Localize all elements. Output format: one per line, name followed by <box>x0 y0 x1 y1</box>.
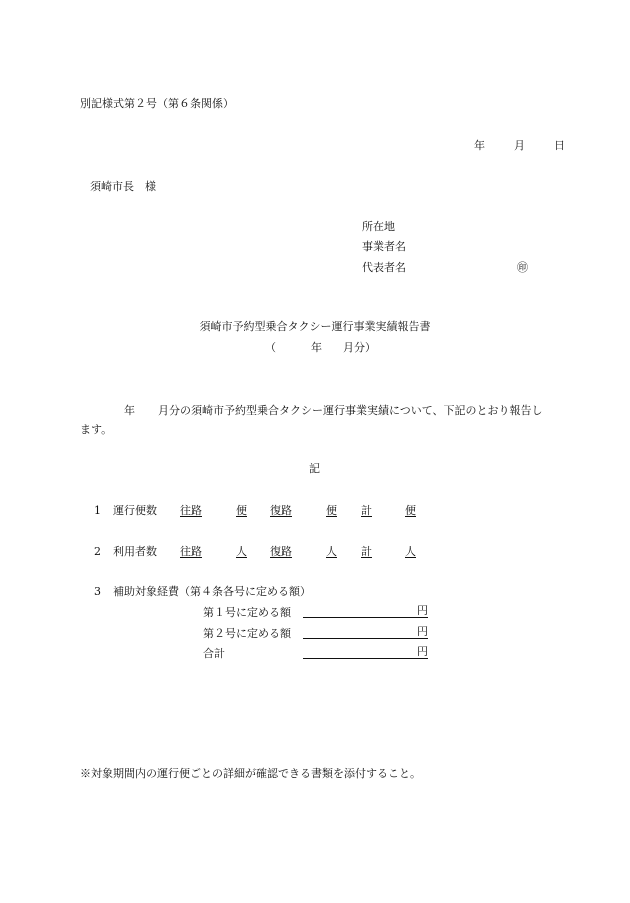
item-2-number: 2 <box>94 545 101 558</box>
period-line <box>265 342 376 353</box>
body-line-1: 月分の須崎市予約型乗合タクシー運行事業実績について、下記のとおり報告し <box>158 404 543 417</box>
item-1-total: 計 便 <box>361 504 416 517</box>
attachment-note: ※対象期間内の運行便ごとの詳細が確認できる書類を添付すること。 <box>80 767 421 780</box>
item-3-row-2-label: 第２号に定める額 <box>203 627 291 640</box>
representative-label: 代表者名 <box>362 261 406 274</box>
body-line-2: ます。 <box>80 423 113 436</box>
item-1-label: 運行便数 <box>113 504 157 517</box>
period-year: 年 <box>311 341 322 354</box>
business-name-label: 事業者名 <box>362 240 406 253</box>
item-3-row-2-amount: 円 <box>303 626 428 639</box>
ki-heading: 記 <box>309 462 320 475</box>
item-2-outbound: 往路 人 <box>180 545 247 558</box>
period-open: （ <box>265 341 276 354</box>
item-3-label: 補助対象経費（第４条各号に定める額） <box>113 585 311 598</box>
item-2-return: 復路 人 <box>270 545 337 558</box>
item-3-row-3-label: 合計 <box>203 647 225 660</box>
item-3-row-3-amount: 円 <box>303 646 428 659</box>
item-1-number: 1 <box>94 504 101 517</box>
date-line <box>474 140 565 151</box>
item-2-label: 利用者数 <box>113 545 157 558</box>
form-label: 別記様式第２号（第６条関係） <box>80 97 234 110</box>
addressee: 須崎市長 様 <box>90 180 156 193</box>
body-year: 年 <box>124 404 135 417</box>
document-title: 須崎市予約型乗合タクシー運行事業実績報告書 <box>199 320 431 333</box>
item-3-row-1-amount: 円 <box>303 605 428 618</box>
item-3-number: 3 <box>94 585 101 598</box>
item-1-outbound: 往路 便 <box>180 504 247 517</box>
date-month: 月 <box>514 139 525 152</box>
seal-mark: ㊞ <box>517 261 528 274</box>
date-day: 日 <box>554 139 565 152</box>
item-2-total: 計 人 <box>361 545 416 558</box>
date-year: 年 <box>474 139 485 152</box>
period-month: 月分） <box>343 341 376 354</box>
item-1-return: 復路 便 <box>270 504 337 517</box>
address-label: 所在地 <box>362 220 395 233</box>
item-3-row-1-label: 第１号に定める額 <box>203 606 291 619</box>
